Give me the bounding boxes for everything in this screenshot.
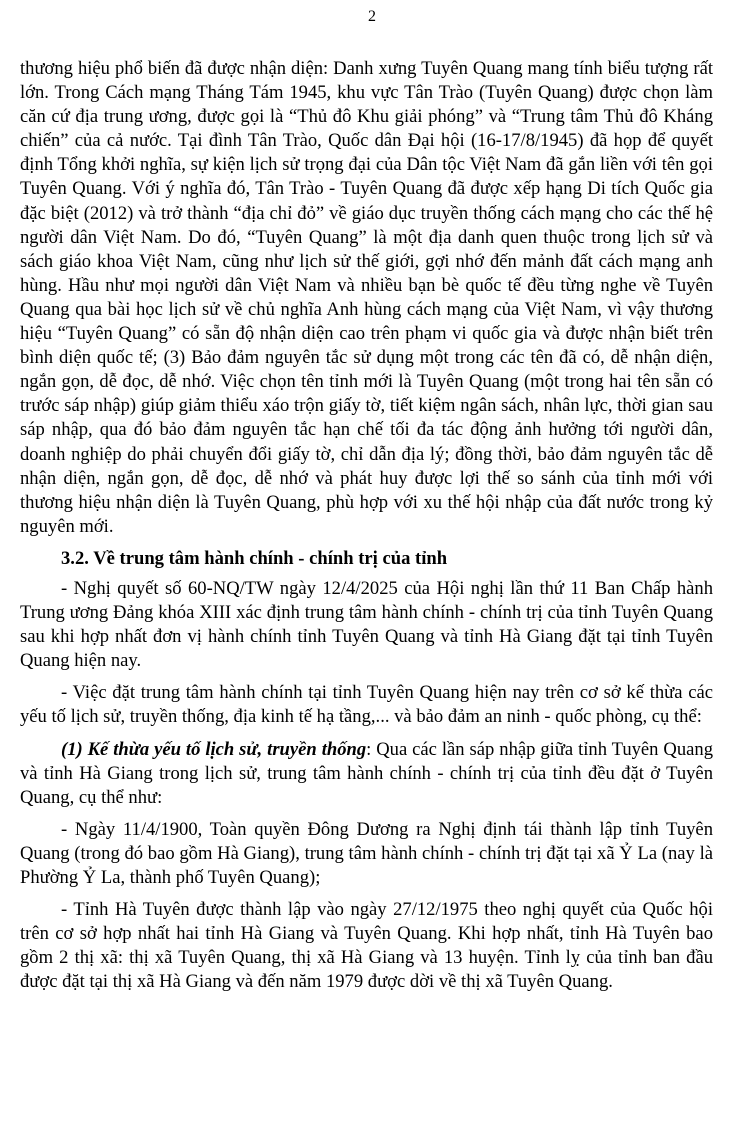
paragraph-historical-inheritance <box>20 738 713 810</box>
paragraph-lead-text: (1) Kế thừa yếu tố lịch sử, truyền thống <box>61 738 367 760</box>
paragraph-rest-text: : Qua các lần sáp nhập giữa tỉnh Tuyên Quang và tỉnh Hà Giang trong lịch sử, trung tâm hành chính - chính trị của tỉnh đều đặt ở Tuyên Quang, cụ thể như: <box>20 738 713 808</box>
paragraph-brand-recognition: thương hiệu phổ biến đã được nhận diện: Danh xưng Tuyên Quang mang tính biểu tượng rất lớn. Trong Cách mạng Tháng Tám 1945, khu vực Tân Trào (Tuyên Quang) được chọn làm căn cứ địa trung ương, được gọi là “Thủ đô Khu giải phóng” và “Trung tâm Thủ đô Kháng chiến” của cả nước. Tại đình Tân Trào, Quốc dân Đại hội (16-17/8/1945) đã họp để quyết định Tổng khởi nghĩa, sự kiện lịch sử trọng đại của Dân tộc Việt Nam đã gắn liền với tên gọi Tuyên Quang. Với ý nghĩa đó, Tân Trào - Tuyên Quang đã được xếp hạng Di tích Quốc gia đặc biệt (2012) và trở thành “địa chỉ đỏ” về giáo dục truyền thống cách mạng cho các thế hệ người dân Việt Nam. Do đó, “Tuyên Quang” là một địa danh quen thuộc trong lịch sử và sách giáo khoa Việt Nam, cũng như lịch sử thế giới, gợi nhớ đến mảnh đất cách mạng anh hùng. Hầu như mọi người dân Việt Nam và nhiều bạn bè quốc tế đều từng nghe về Tuyên Quang qua bài học lịch sử về chủ nghĩa Anh hùng cách mạng của Việt Nam, vì vậy thương hiệu “Tuyên Quang” có sẵn độ nhận diện cao trên phạm vi quốc gia và được nhận biết trên bình diện quốc tế; (3) Bảo đảm nguyên tắc sử dụng một trong các tên đã có, dễ nhận diện, ngắn gọn, dễ đọc, dễ nhớ. Việc chọn tên tỉnh mới là Tuyên Quang (một trong hai tên sẵn có trước sáp nhập) giúp giảm thiểu xáo trộn giấy tờ, tiết kiệm ngân sách, nhân lực, thời gian sau sáp nhập, qua đó bảo đảm nguyên tắc hạn chế tối đa tác động ảnh hưởng tới người dân, doanh nghiệp do phải chuyển đổi giấy tờ, chỉ dẫn địa lý; đồng thời, bảo đảm nguyên tắc dễ nhận diện, ngắn gọn, dễ đọc, dễ nhớ và phát huy được lợi thế so sánh của tỉnh mới với thương hiệu nhận diện là Tuyên Quang, phù hợp với xu thế hội nhập của đất nước trong kỷ nguyên mới. <box>20 58 713 537</box>
page-number: 2 <box>368 8 376 25</box>
section-heading-3-2: 3.2. Về trung tâm hành chính - chính trị của tỉnh <box>61 547 448 569</box>
document-body <box>20 57 713 994</box>
paragraph-1900-decree: - Ngày 11/4/1900, Toàn quyền Đông Dương ra Nghị định tái thành lập tỉnh Tuyên Quang (trong đó bao gồm Hà Giang), trung tâm hành chính - chính trị đặt tại xã Ỷ La (nay là Phường Ỷ La, thành phố Tuyên Quang); <box>20 818 713 888</box>
paragraph-admin-center: - Việc đặt trung tâm hành chính tại tỉnh Tuyên Quang hiện nay trên cơ sở kế thừa các yếu tố lịch sử, truyền thống, địa kinh tế hạ tầng,... và bảo đảm an ninh - quốc phòng, cụ thể: <box>20 682 713 728</box>
paragraph-ha-tuyen-province: - Tỉnh Hà Tuyên được thành lập vào ngày 27/12/1975 theo nghị quyết của Quốc hội trên cơ sở hợp nhất hai tỉnh Hà Giang và Tuyên Quang. Khi hợp nhất, tỉnh Hà Tuyên bao gồm 2 thị xã: thị xã Tuyên Quang, thị xã Hà Giang và 13 huyện. Tỉnh lỵ của tỉnh ban đầu được đặt tại thị xã Hà Giang và đến năm 1979 được dời về thị xã Tuyên Quang. <box>20 899 713 993</box>
paragraph-resolution-60: - Nghị quyết số 60-NQ/TW ngày 12/4/2025 của Hội nghị lần thứ 11 Ban Chấp hành Trung ương Đảng khóa XIII xác định trung tâm hành chính - chính trị của tỉnh Tuyên Quang sau khi hợp nhất đơn vị hành chính tỉnh Tuyên Quang và tỉnh Hà Giang đặt tại tỉnh Tuyên Quang hiện nay. <box>20 577 713 672</box>
